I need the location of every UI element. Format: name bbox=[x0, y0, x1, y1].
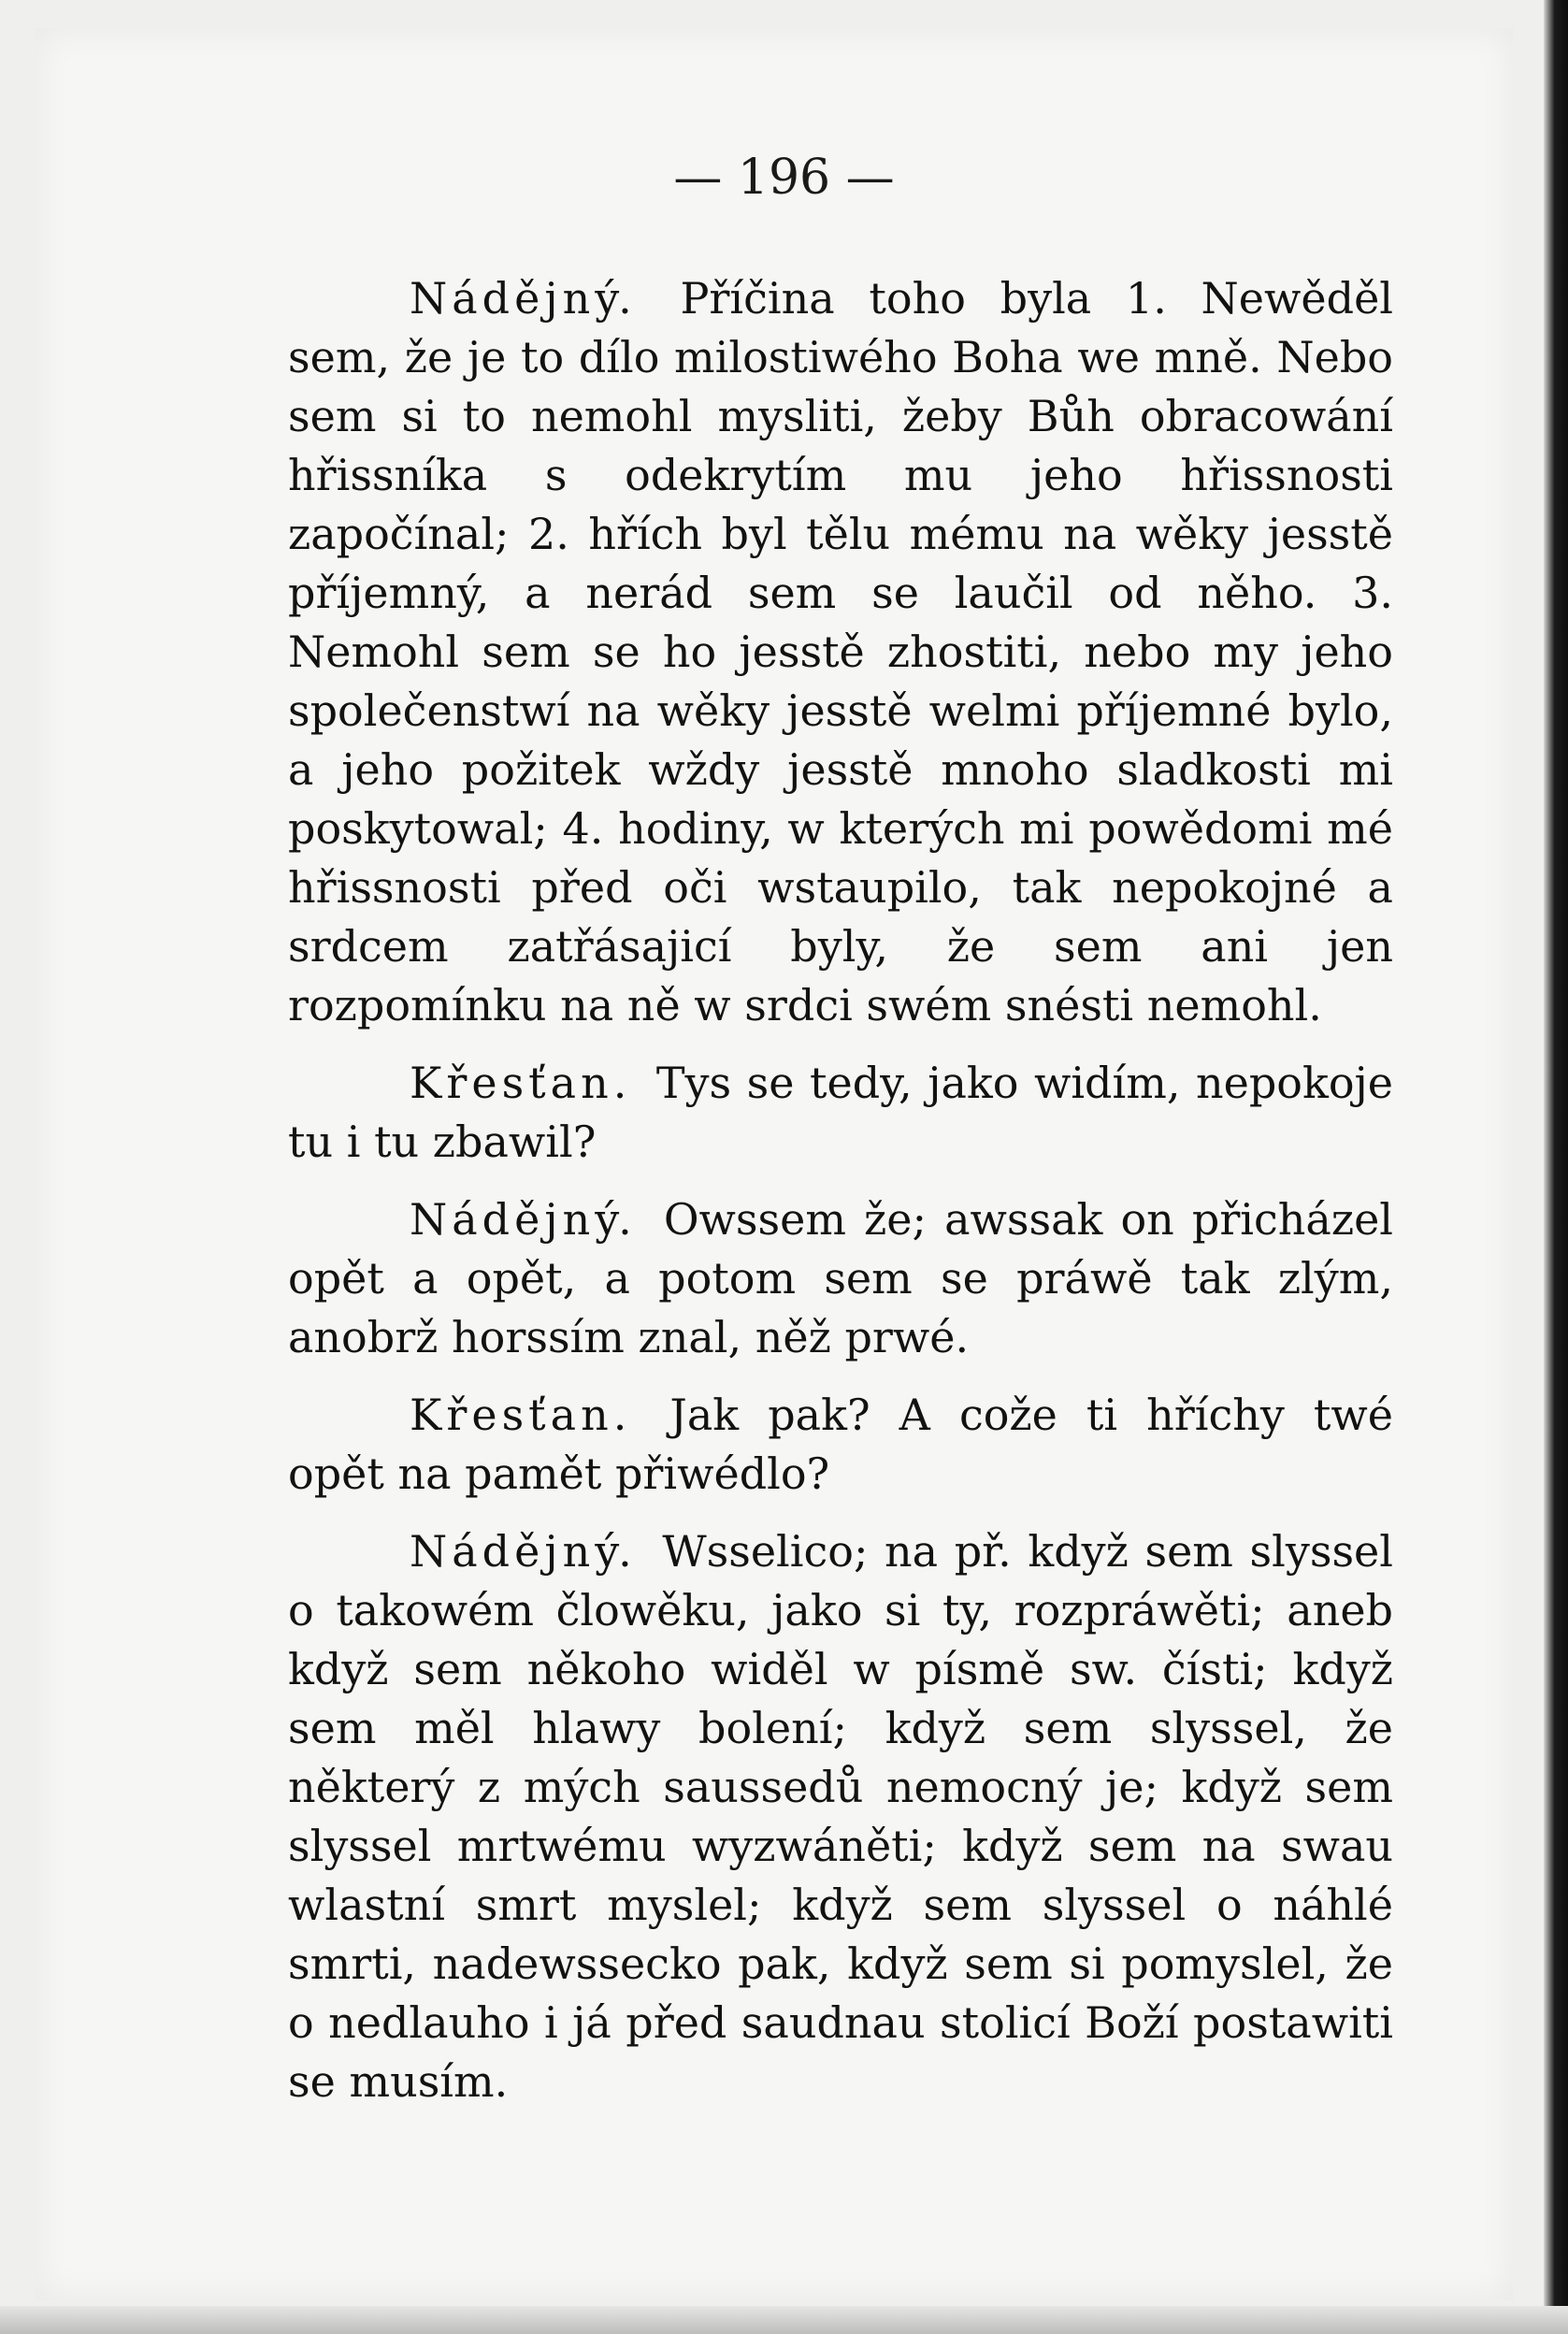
dialogue-paragraph bbox=[288, 1522, 1393, 2111]
paragraph-text: Jak pak? A cože ti hříchy twé opět na pamět přiwédlo? bbox=[288, 1390, 1394, 1499]
speaker-name: Nádějný. bbox=[410, 273, 637, 324]
speaker-name: Křesťan. bbox=[410, 1058, 632, 1108]
paragraph-text: Tys se tedy, jako widím, nepokoje tu i tu zbawil? bbox=[288, 1058, 1394, 1167]
body-text bbox=[288, 269, 1393, 2130]
dialogue-paragraph bbox=[288, 1190, 1393, 1367]
dialogue-paragraph bbox=[288, 269, 1393, 1035]
paragraph-text: Příčina toho byla 1. Newěděl sem, že je to dílo milostiwého Boha we mně. Nebo sem si to nemohl mysliti, žeby Bůh obracowání hřissníka s odekrytím mu jeho hřissnosti započínal; 2. hřích byl tělu mému na wěky jesstě příjemný, a nerád sem se laučil od něho. 3. Nemohl sem se ho jesstě zhostiti, nebo my jeho společenstwí na wěky jesstě welmi příjemné bylo, a jeho požitek wždy jesstě mnoho sladkosti mi poskytowal; 4. hodiny, w kterých mi powědomi mé hřissnosti před oči wstaupilo, tak nepokojné a srdcem zatřásajicí byly, že sem ani jen rozpomínku na ně w srdci swém snésti nemohl. bbox=[288, 273, 1394, 1030]
page-number: — 196 — bbox=[673, 150, 895, 206]
paragraph-text: Owssem že; awssak on přicházel opět a opět, a potom sem se práwě tak zlým, anobrž horssím znal, něž prwé. bbox=[288, 1194, 1393, 1362]
speaker-name: Křesťan. bbox=[410, 1390, 632, 1440]
page-edge-shadow bbox=[1544, 0, 1568, 2334]
paragraph-text: Wsselico; na př. když sem slyssel o takowém člowěku, jako si ty, rozpráwěti; aneb když sem někoho widěl w písmě sw. čísti; když sem měl hlawy bolení; když sem slyssel, že některý z mých saussedů nemocný je; když sem slyssel mrtwému wyzwáněti; když sem na swau wlastní smrt myslel; když sem slyssel o náhlé smrti, nadewssecko pak, když sem si pomyslel, že o nedlauho i já před saudnau stolicí Boží postawiti se musím. bbox=[288, 1526, 1393, 2107]
speaker-name: Nádějný. bbox=[410, 1526, 637, 1577]
speaker-name: Nádějný. bbox=[410, 1194, 637, 1245]
page-bottom-edge bbox=[0, 2306, 1568, 2334]
dialogue-paragraph bbox=[288, 1386, 1393, 1504]
dialogue-paragraph bbox=[288, 1054, 1393, 1172]
